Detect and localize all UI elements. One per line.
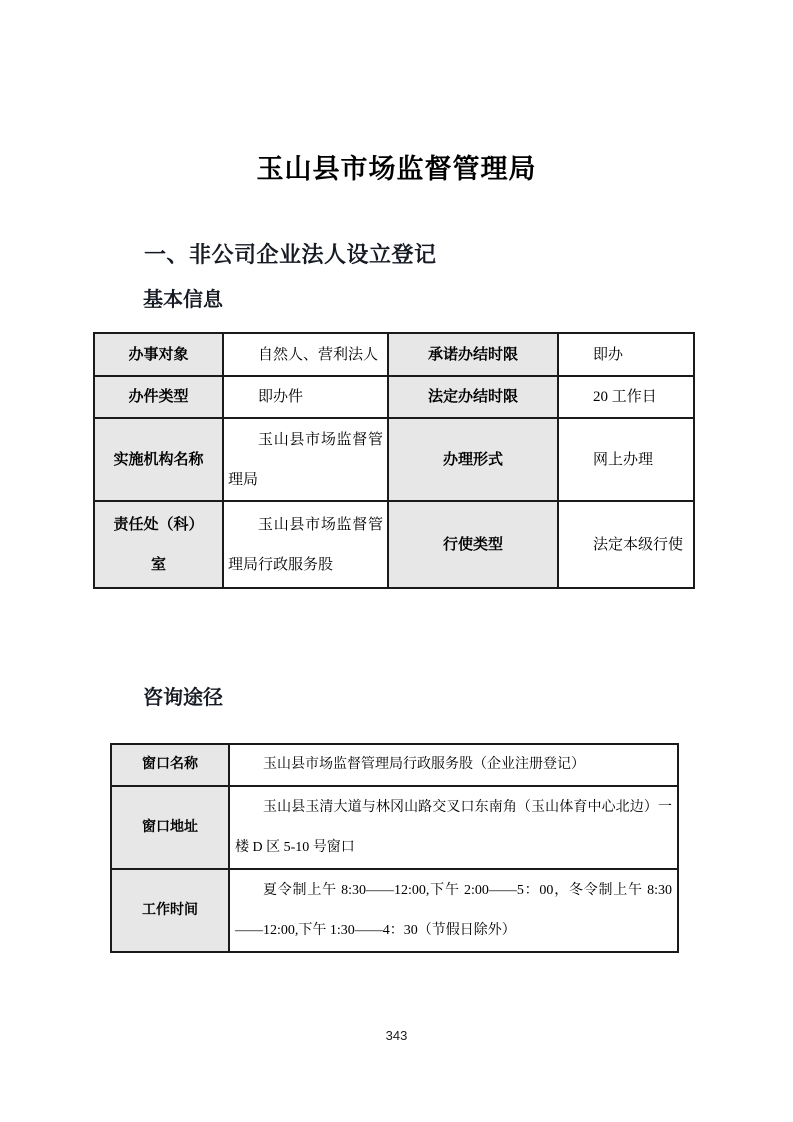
cell-label: 办理形式 — [388, 418, 558, 501]
subheading-basic-info: 基本信息 — [143, 289, 223, 311]
cell-label: 窗口名称 — [111, 744, 229, 786]
cell-value: 即办件 — [223, 376, 388, 418]
cell-label: 办事对象 — [94, 333, 223, 376]
cell-label: 实施机构名称 — [94, 418, 223, 501]
document-title: 玉山县市场监督管理局 — [256, 154, 537, 184]
cell-value: 玉山县市场监督管理局行政服务股 — [223, 501, 388, 588]
basic-info-table — [93, 332, 695, 589]
table-row — [94, 376, 694, 418]
table-row — [94, 501, 694, 588]
cell-value: 玉山县市场监督管理局行政服务股（企业注册登记） — [229, 744, 678, 786]
cell-value: 20 工作日 — [558, 376, 694, 418]
cell-value: 网上办理 — [558, 418, 694, 501]
section-heading-registration: 一、非公司企业法人设立登记 — [144, 242, 437, 267]
subheading-consult-channel: 咨询途径 — [143, 687, 223, 709]
table-row — [111, 786, 678, 869]
table-row — [111, 744, 678, 786]
cell-label: 工作时间 — [111, 869, 229, 952]
cell-value: 玉山县市场监督管理局 — [223, 418, 388, 501]
table-row — [94, 333, 694, 376]
cell-label: 承诺办结时限 — [388, 333, 558, 376]
cell-label: 办件类型 — [94, 376, 223, 418]
cell-value: 法定本级行使 — [558, 501, 694, 588]
cell-value: 即办 — [558, 333, 694, 376]
page-number: 343 — [385, 1028, 408, 1043]
table-row — [94, 418, 694, 501]
cell-label: 法定办结时限 — [388, 376, 558, 418]
cell-label: 行使类型 — [388, 501, 558, 588]
cell-value: 玉山县玉清大道与林冈山路交叉口东南角（玉山体育中心北边）一楼 D 区 5-10 号窗口 — [229, 786, 678, 869]
cell-value: 夏令制上午 8:30——12:00,下午 2:00——5：00，冬令制上午 8:30——12:00,下午 1:30——4：30（节假日除外） — [229, 869, 678, 952]
cell-value: 自然人、营利法人 — [223, 333, 388, 376]
cell-label: 窗口地址 — [111, 786, 229, 869]
consult-table — [110, 743, 679, 953]
table-row — [111, 869, 678, 952]
cell-label: 责任处（科）室 — [94, 501, 223, 588]
